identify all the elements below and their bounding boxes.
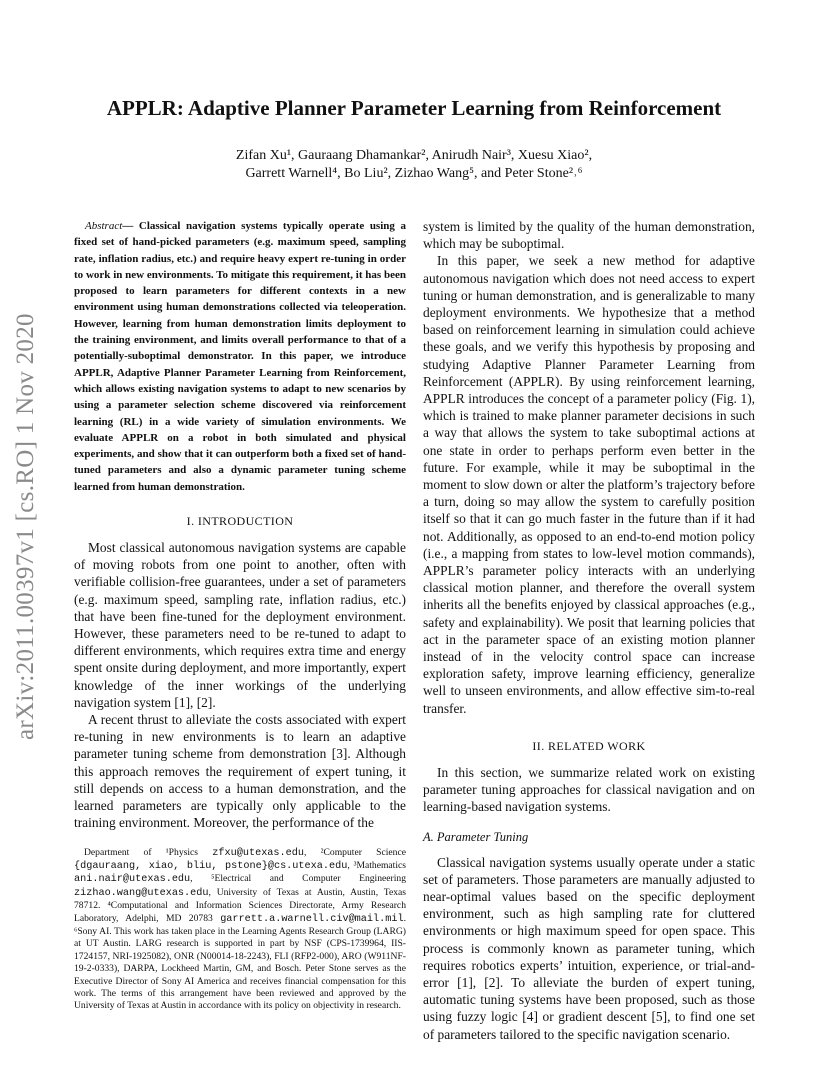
fn-text: Department of ¹Physics — [84, 846, 213, 858]
fn-text: , — [347, 859, 354, 871]
email-link[interactable]: zizhao.wang@utexas.edu — [74, 887, 209, 899]
paper-title: APPLR: Adaptive Planner Parameter Learning from Reinforcement — [106, 96, 722, 120]
abstract-lead: Abstract — [85, 220, 123, 232]
email-link[interactable]: garrett.a.warnell.civ@mail.mil — [220, 913, 404, 925]
intro-paragraph-2: A recent thrust to alleviate the costs associated with expert re-tuning in new environments is to learn an adaptive parameter tuning scheme from demonstration [3]. Although this approach removes the requirement of expert tuning, it still depends on access to a human demonstration, and the learned parameters are typically only applicable to the training environment. Moreover, the performance of the — [74, 712, 406, 831]
intro-paragraph-1: Most classical autonomous navigation systems are capable of moving robots from one point to another, often with verifiable collision-free guarantees, under a set of parameters (e.g. maximum speed, sampling rate, inflation radius, etc.) that have been fine-tuned for the deployment environment. However, these parameters need to be re-tuned to adapt to different environments, which requires extra time and energy spent onsite during deployment, and more importantly, expert knowledge of the inner workings of the underlying navigation system [1], [2]. — [74, 540, 406, 710]
author-list-line-1: Zifan Xu¹, Gauraang Dhamankar², Anirudh Nair³, Xuesu Xiao², — [235, 148, 593, 163]
section-heading-introduction: I. INTRODUCTION — [186, 514, 294, 529]
left-column — [74, 218, 406, 1013]
email-link[interactable]: {dgauraang, xiao, bliu, pstone}@cs.utexa.edu — [74, 860, 348, 872]
affiliation-footnote — [74, 847, 406, 1013]
fn-text: , University of Texas at Austin, Austin, Texas 78712. ⁴Computational and Information Sciences Directorate, Army Research Laboratory, Adelphi, MD 20783 — [74, 886, 406, 924]
abstract-dash: — — [122, 220, 139, 232]
email-link[interactable]: zfxu@utexas.edu — [212, 847, 304, 859]
arxiv-stamp: arXiv:2011.00397v1 [cs.RO] 1 Nov 2020 — [12, 313, 39, 740]
abstract — [74, 218, 406, 495]
fn-text: ³Mathematics — [353, 859, 407, 871]
fn-text: , ²Computer Science — [303, 846, 406, 858]
abstract-text: Classical navigation systems typically operate using a fixed set of hand-picked parameters (e.g. maximum speed, sampling rate, inflation radius, etc.) and require heavy expert re-tuning in order to work in new environments. To mitigate this requirement, it has been proposed to learn parameters for different contexts in a new environment using human demonstrations collected via teleoperation. However, learning from human demonstration limits deployment to the training environment, and limits overall performance to that of a potentially-suboptimal demonstrator. In this paper, we introduce APPLR, Adaptive Planner Parameter Learning from Reinforcement, which allows existing navigation systems to adapt to new scenarios by using a parameter selection scheme discovered via reinforcement learning (RL) in a wide variety of simulation environments. We evaluate APPLR on a robot in both simulated and physical experiments, and show that it can outperform both a fixed set of hand-tuned parameters and also a dynamic parameter tuning scheme learned from human demonstration. — [74, 220, 406, 493]
email-link[interactable]: ani.nair@utexas.edu — [74, 874, 191, 886]
subsection-heading-parameter-tuning: A. Parameter Tuning — [423, 829, 529, 844]
section-heading-related-work: II. RELATED WORK — [532, 738, 646, 753]
continued-paragraph: system is limited by the quality of the human demonstration, which may be suboptimal. — [423, 219, 755, 252]
author-list-line-2: Garrett Warnell⁴, Bo Liu², Zizhao Wang⁵, and Peter Stone²˒⁶ — [245, 166, 583, 181]
fn-text: . ⁶Sony AI. This work has taken place in the Learning Agents Research Group (LARG) at UT Austin. LARG research is supported in part by NSF (CPS-1739964, IIS-1724157, NRI-1925082), ONR (N00014-18-2243), FLI (RFP2-000), ARO (W911NF-19-2-0333), DARPA, Lockheed Martin, GM, and Bosch. Peter Stone serves as the Executive Director of Sony AI America and receives financial compensation for this work. The terms of this arrangement have been reviewed and approved by the University of Texas at Austin in accordance with its policy on objectivity in research. — [74, 912, 406, 1012]
right-column — [423, 218, 755, 1043]
approach-paragraph: In this paper, we seek a new method for adaptive autonomous navigation which does not need access to expert tuning or human demonstration, and is generalizable to many deployment environments. We hypothesize that a method based on reinforcement learning in simulation could achieve these goals, and we verify this hypothesis by proposing and studying Adaptive Planner Parameter Learning from Reinforcement (APPLR). By using reinforcement learning, APPLR introduces the concept of a parameter policy (Fig. 1), which is trained to make planner parameter decisions in such a way that allows the system to take suboptimal actions at one state in order to perhaps perform even better in the future. For example, while it may be suboptimal in the moment to slow down or alter the platform’s trajectory before a turn, doing so may allow the system to carefully position itself so that it can go much faster in the future than if it had not. Additionally, as opposed to an end-to-end motion policy (i.e., a mapping from states to low-level motion commands), APPLR’s parameter policy interacts with an underlying classical motion planner, and therefore the overall system inherits all the benefits enjoyed by classical approaches (e.g., safety and explainability). We posit that learning policies that act in the parameter space of an existing motion planner instead of in the velocity control space can increase exploration safety, improve learning efficiency, generalize well to unseen environments, and allow effective sim-to-real transfer. — [423, 253, 755, 716]
related-paragraph-1: In this section, we summarize related work on existing parameter tuning approaches for classical navigation and on learning-based navigation systems. — [423, 764, 755, 815]
fn-text: , ⁵Electrical and Computer Engineering — [190, 873, 406, 885]
related-paragraph-2: Classical navigation systems usually operate under a static set of parameters. Those parameters are manually adjusted to near-optimal values based on the specific deployment environment, such as high sampling rate for cluttered environments or high maximum speed for open space. This process is commonly known as parameter tuning, which requires robotics experts’ intuition, experience, or trial-and-error [1], [2]. To alleviate the burden of expert tuning, automatic tuning systems have been proposed, such as those using fuzzy logic [4] or gradient descent [5], to find one set of parameters tailored to the specific navigation scenario. — [423, 854, 755, 1042]
